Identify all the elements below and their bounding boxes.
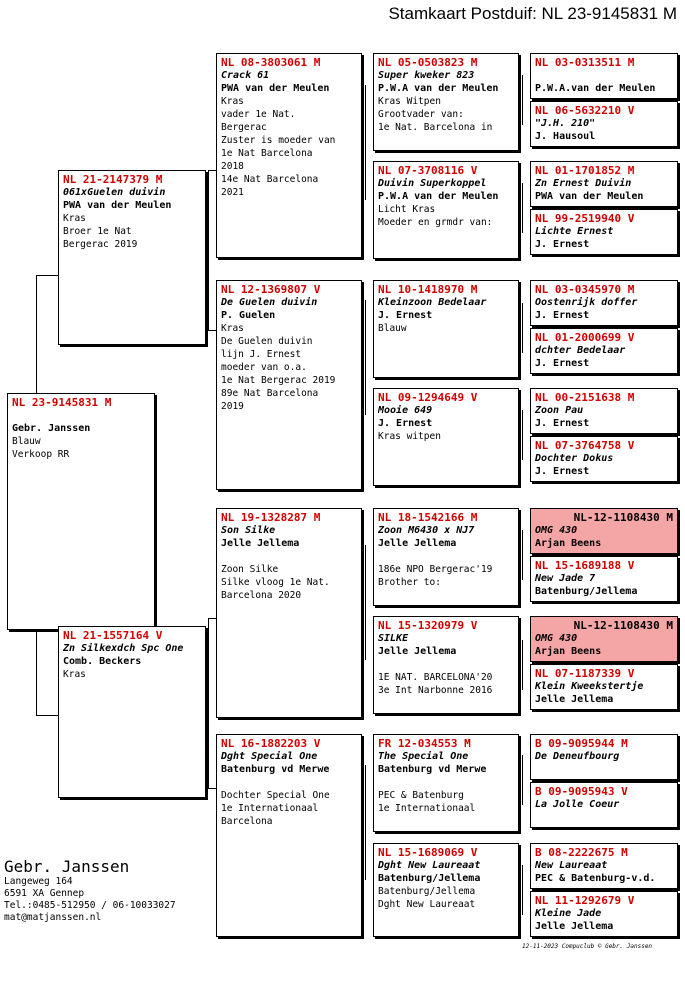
owner: Jelle Jellema	[535, 694, 614, 705]
info-line: Kras	[221, 323, 244, 334]
pigeon-name: 061xGuelen duivin	[63, 187, 166, 198]
connector-line	[365, 765, 366, 880]
ancestor-card[interactable]	[530, 782, 678, 828]
info-line: Licht Kras	[378, 204, 436, 215]
ancestor-card[interactable]	[530, 53, 678, 99]
owner: PWA van der Meulen	[63, 200, 172, 211]
owner: Batenburg/Jellema	[378, 873, 481, 884]
breeder-info	[4, 857, 176, 924]
ring-number: NL 01-1701852 M	[535, 164, 635, 177]
breeder-phone: Tel.:0485-512950 / 06-10033027	[4, 900, 176, 911]
ancestor-card[interactable]	[530, 734, 678, 780]
owner: P.W.A.van der Meulen	[535, 83, 656, 94]
grandsire-maternal-card[interactable]	[216, 508, 362, 718]
info-line: Zuster is moeder van	[221, 135, 336, 146]
granddam-maternal-card[interactable]	[216, 734, 362, 937]
great-grandparent-card[interactable]	[373, 843, 519, 937]
breeder-city: 6591 XA Gennep	[4, 888, 85, 899]
pigeon-name: Klein Kweekstertje	[535, 681, 644, 692]
ring-number: NL 07-3764758 V	[535, 439, 635, 452]
connector-line	[522, 755, 523, 805]
pigeon-name: Duivin Superkoppel	[378, 178, 487, 189]
info-line: Bergerac 2019	[63, 239, 138, 250]
owner: PWA van der Meulen	[535, 191, 644, 202]
pigeon-name: De Guelen duivin	[221, 297, 318, 308]
granddam-paternal-card[interactable]	[216, 280, 362, 490]
info-line: Batenburg/Jellema	[378, 886, 476, 897]
great-grandparent-card[interactable]	[373, 388, 519, 486]
subject-card[interactable]	[7, 393, 155, 630]
ring-number: NL 11-1292679 V	[535, 894, 635, 907]
ring-number: NL 05-0503823 M	[378, 56, 478, 69]
ring-number: NL 19-1328287 M	[221, 511, 321, 524]
ring-number: FR 12-034553 M	[378, 737, 471, 750]
owner: J. Ernest	[535, 466, 590, 477]
breeder-email: mat@matjanssen.nl	[4, 912, 102, 923]
owner: J. Ernest	[378, 418, 433, 429]
owner: Comb. Beckers	[63, 656, 142, 667]
info-line: 1e Nat Bergerac 2019	[221, 375, 336, 386]
pigeon-name: OMG 430	[535, 525, 578, 536]
owner: Jelle Jellema	[378, 538, 457, 549]
ancestor-card[interactable]	[530, 280, 678, 326]
connector-line	[522, 640, 523, 690]
ring-number: B 08-2222675 M	[535, 846, 628, 859]
pigeon-name: dchter Bedelaar	[535, 345, 626, 356]
ring-number: NL 18-1542166 M	[378, 511, 478, 524]
info-line: Silke vloog 1e Nat.	[221, 577, 330, 588]
ring-number: NL 23-9145831 M	[12, 396, 112, 409]
info-line: 1e Nat. Barcelona in	[378, 122, 493, 133]
info-line: Kras	[221, 96, 244, 107]
connector-line	[365, 85, 366, 200]
owner: Gebr. Janssen	[12, 423, 91, 434]
ring-number: NL 06-5632210 V	[535, 104, 635, 117]
pigeon-name: Zoon Pau	[535, 405, 584, 416]
owner: PEC & Batenburg-v.d.	[535, 873, 656, 884]
info-line: Barcelona	[221, 816, 273, 827]
owner: J. Ernest	[378, 310, 433, 321]
pigeon-name: Oostenrijk doffer	[535, 297, 638, 308]
owner: Batenburg/Jellema	[535, 586, 638, 597]
ring-number: NL 15-1689069 V	[378, 846, 478, 859]
connector-line	[365, 300, 366, 415]
info-line: 1e Internationaal	[378, 803, 476, 814]
owner: Jelle Jellema	[378, 646, 457, 657]
ring-number: NL 12-1369807 V	[221, 283, 321, 296]
ring-number: NL-12-1108430 M	[573, 511, 673, 524]
info-line: 1e Internationaal	[221, 803, 319, 814]
info-line: Moeder en grmdr van:	[378, 217, 493, 228]
connector-line	[365, 545, 366, 660]
pigeon-name: Zoon M6430 x NJ7	[378, 525, 475, 536]
pigeon-name: Dochter Dokus	[535, 453, 614, 464]
ring-number: NL 21-1557164 V	[63, 629, 163, 642]
info-line: 89e Nat Barcelona	[221, 388, 319, 399]
owner: Arjan Beens	[535, 646, 602, 657]
pigeon-name: Dght New Laureaat	[378, 860, 481, 871]
mother-card[interactable]	[58, 626, 206, 798]
ancestor-card-highlighted[interactable]	[530, 508, 678, 554]
info-line: 2019	[221, 401, 244, 412]
info-line: 3e Int Narbonne 2016	[378, 685, 493, 696]
pigeon-name: Son Silke	[221, 525, 276, 536]
info-line: 2018	[221, 161, 244, 172]
info-line: Brother to:	[378, 577, 441, 588]
owner: Arjan Beens	[535, 538, 602, 549]
ring-number: B 09-9095943 V	[535, 785, 628, 798]
connector-line	[522, 75, 523, 125]
ancestor-card[interactable]	[530, 664, 678, 710]
ancestor-card[interactable]	[530, 161, 678, 207]
owner: P.W.A van der Meulen	[378, 83, 499, 94]
owner: Batenburg vd Merwe	[221, 764, 330, 775]
pigeon-name: Zn Silkexdch Spc One	[63, 643, 184, 654]
ancestor-card[interactable]	[530, 101, 678, 147]
father-card[interactable]	[58, 170, 206, 345]
great-grandparent-card[interactable]	[373, 508, 519, 606]
pigeon-name: Mooie 649	[378, 405, 433, 416]
ancestor-card[interactable]	[530, 388, 678, 434]
info-line: Broer 1e Nat	[63, 226, 132, 237]
info-line: Kras Witpen	[378, 96, 441, 107]
info-line: De Guelen duivin	[221, 336, 313, 347]
grandsire-paternal-card[interactable]	[216, 53, 362, 258]
pigeon-name: "J.H. 210"	[535, 118, 596, 129]
pigeon-name: Super kweker 823	[378, 70, 475, 81]
ring-number: NL 03-0313511 M	[535, 56, 635, 69]
info-line: 1E NAT. BARCELONA'20	[378, 672, 493, 683]
great-grandparent-card[interactable]	[373, 616, 519, 714]
owner: Jelle Jellema	[221, 538, 300, 549]
info-line: Dght New Laureaat	[378, 899, 476, 910]
ring-number: NL 10-1418970 M	[378, 283, 478, 296]
pigeon-name: Kleine Jade	[535, 908, 602, 919]
owner: Batenburg vd Merwe	[378, 764, 487, 775]
info-line: Bergerac	[221, 122, 267, 133]
pigeon-name: New Laureaat	[535, 860, 608, 871]
info-line: Kras	[63, 669, 86, 680]
connector-line	[208, 170, 209, 330]
ring-number: NL 00-2151638 M	[535, 391, 635, 404]
pigeon-name	[535, 69, 673, 82]
ring-number: NL 08-3803061 M	[221, 56, 321, 69]
great-grandparent-card[interactable]	[373, 734, 519, 832]
info-line: Kras	[63, 213, 86, 224]
owner: J. Ernest	[535, 239, 590, 250]
info-line: Barcelona 2020	[221, 590, 302, 601]
info-line: Zoon Silke	[221, 564, 279, 575]
pigeon-name: Lichte Ernest	[535, 226, 614, 237]
ring-number: NL 16-1882203 V	[221, 737, 321, 750]
info-line: Grootvader van:	[378, 109, 464, 120]
pigeon-name	[12, 409, 150, 422]
info-line: PEC & Batenburg	[378, 790, 464, 801]
pigeon-name: Zn Ernest Duivin	[535, 178, 632, 189]
info-line: 2021	[221, 187, 244, 198]
ancestor-card[interactable]	[530, 328, 678, 374]
info-line: Blauw	[378, 323, 407, 334]
connector-line	[36, 715, 60, 716]
ancestor-card-highlighted[interactable]	[530, 616, 678, 662]
owner: J. Ernest	[535, 358, 590, 369]
ring-number: B 09-9095944 M	[535, 737, 628, 750]
connector-line	[36, 275, 60, 276]
owner: J. Ernest	[535, 418, 590, 429]
connector-line	[522, 303, 523, 353]
great-grandparent-card[interactable]	[373, 53, 519, 151]
info-line: Verkoop RR	[12, 449, 70, 460]
owner: J. Ernest	[535, 310, 590, 321]
ring-number: NL 07-3708116 V	[378, 164, 478, 177]
connector-line	[208, 618, 209, 788]
ring-number: NL 21-2147379 M	[63, 173, 163, 186]
ancestor-card[interactable]	[530, 209, 678, 255]
ring-number: NL 15-1689188 V	[535, 559, 635, 572]
breeder-address: Langeweg 164	[4, 876, 73, 887]
connector-line	[522, 183, 523, 233]
pigeon-name: OMG 430	[535, 633, 578, 644]
ring-number: NL 01-2000699 V	[535, 331, 635, 344]
info-line: 186e NPO Bergerac'19	[378, 564, 493, 575]
ring-number: NL-12-1108430 M	[573, 619, 673, 632]
ancestor-card[interactable]	[530, 843, 678, 889]
breeder-name: Gebr. Janssen	[4, 857, 130, 876]
ring-number: NL 03-0345970 M	[535, 283, 635, 296]
pigeon-name: La Jolle Coeur	[535, 799, 620, 810]
info-line: Dochter Special One	[221, 790, 330, 801]
owner: P. Guelen	[221, 310, 276, 321]
info-line: moeder van o.a.	[221, 362, 307, 373]
pigeon-name: SILKE	[378, 633, 409, 644]
info-line: Kras witpen	[378, 431, 441, 442]
info-line: 14e Nat Barcelona	[221, 174, 319, 185]
owner: J. Hausoul	[535, 131, 596, 142]
info-line: Blauw	[12, 436, 41, 447]
ring-number: NL 09-1294649 V	[378, 391, 478, 404]
pigeon-name: Crack 61	[221, 70, 270, 81]
connector-line	[522, 410, 523, 460]
connector-line	[522, 530, 523, 580]
ancestor-card[interactable]	[530, 891, 678, 937]
ring-number: NL 07-1187339 V	[535, 667, 635, 680]
info-line: vader 1e Nat.	[221, 109, 296, 120]
great-grandparent-card[interactable]	[373, 280, 519, 378]
ring-number: NL 15-1320979 V	[378, 619, 478, 632]
pigeon-name: New Jade 7	[535, 573, 596, 584]
info-line: lijn J. Ernest	[221, 349, 302, 360]
owner: P.W.A van der Meulen	[378, 191, 499, 202]
pigeon-name: Dght Special One	[221, 751, 318, 762]
pigeon-name: De Deneufbourg	[535, 751, 620, 762]
pigeon-name: The Special One	[378, 751, 469, 762]
ring-number: NL 99-2519940 V	[535, 212, 635, 225]
great-grandparent-card[interactable]	[373, 161, 519, 259]
ancestor-card[interactable]	[530, 556, 678, 602]
ancestor-card[interactable]	[530, 436, 678, 482]
owner: Jelle Jellema	[535, 921, 614, 932]
footer-credit: 12-11-2023 Compuclub © Gebr. Janssen	[522, 943, 653, 950]
info-line: 1e Nat Barcelona	[221, 148, 313, 159]
page-title: Stamkaart Postduif: NL 23-9145831 M	[388, 4, 677, 23]
connector-line	[522, 865, 523, 915]
pigeon-name: Kleinzoon Bedelaar	[378, 297, 487, 308]
owner: PWA van der Meulen	[221, 83, 330, 94]
